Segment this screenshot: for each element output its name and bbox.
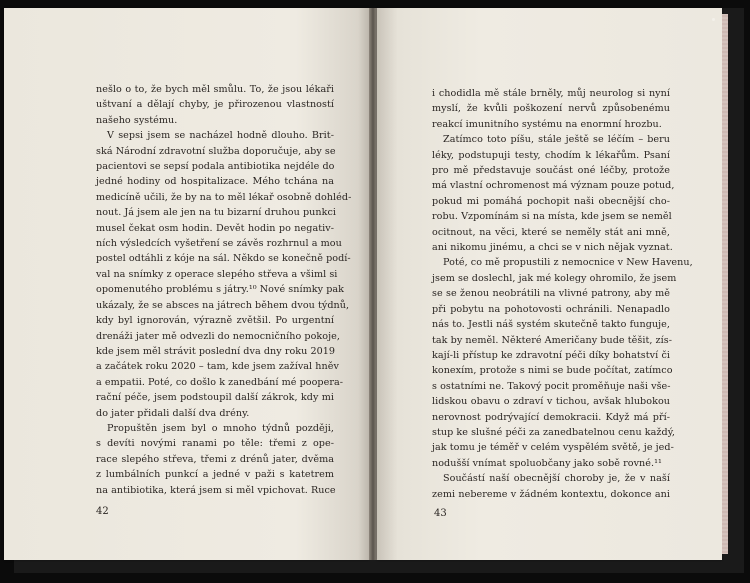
text-line: Propuštěn jsem byl o mnoho týdnů později, [107, 422, 334, 434]
text-line: stup ke slušné péči za zanedbatelnou cenu každý, [432, 426, 676, 438]
text-line: i chodidla mě stále brněly, můj neurolog si nyní [432, 88, 670, 99]
text-line: a empatii. Poté, co došlo k zanedbání mé poopera- [96, 376, 344, 388]
page-edge [722, 14, 728, 554]
text-line: lidskou obavu o zdraví v tichou, avšak hlubokou [432, 396, 670, 408]
text-line: nodušší vnímat spoluobčany jako sobě rovné.¹¹ [432, 457, 662, 469]
text-line: a začátek roku 2020 – tam, kde jsem zažíval hněv [96, 361, 339, 373]
text-line: Zatímco toto píšu, stále ještě se léčím – beru [443, 134, 670, 146]
text-line: kde jsem měl strávit poslední dva dny roku 2019 [96, 345, 336, 357]
text-line: jedné hodiny od hospitalizace. Mého tchána na [96, 176, 334, 188]
text-line: val na snímky z operace slepého střeva a všiml si [96, 268, 338, 280]
text-line: zemi nebereme v žádném kontextu, dokonce ani [432, 488, 670, 500]
text-line: kají-li přístup ke zdravotní péči díky bohatství či [432, 349, 670, 361]
text-line: opomenutého problému s játry.¹⁰ Nové snímky pak [96, 284, 345, 296]
text-line: kdy byl ignorován, výrazně zvětšil. Po urgentní [96, 315, 334, 327]
text-line: při pobytu na pohotovosti ochránili. Nenapadlo [432, 303, 670, 315]
text-line: konexím, protože s nimi se bude počítat, zatímco [432, 365, 673, 377]
text-line: tak by neměl. Některé Američany bude těšit, zís- [432, 334, 673, 346]
text-line: se se ženou neobrátili na vlivné patrony, aby mě [432, 288, 670, 300]
text-line: musel čekat osm hodin. Devět hodin po negativ- [96, 222, 334, 234]
text-line: s devíti novými ranami po těle: třemi z ope- [96, 438, 334, 450]
text-line: nerovnost podrývající demokracii. Když má pří- [432, 411, 670, 423]
text-line: pokud mi pomáhá pochopit naši obecnější cho- [432, 195, 670, 207]
text-line: race slepého střeva, třemi z drénů jater, dvěma [96, 453, 334, 465]
text-line: robu. Vzpomínám si na místa, kde jsem se neměl [432, 211, 672, 223]
left-page-number: 42 [96, 506, 109, 517]
text-line: uštvaní a dělají chyby, je přirozenou vlastností [96, 99, 334, 111]
text-line: ocitnout, na věci, které se neměly stát ani mně, [432, 226, 670, 238]
text-line: do jater přidali další dva drény. [96, 407, 250, 419]
text-line: má vlastní ochromenost má význam pouze potud, [432, 180, 675, 192]
text-line: z lumbálních punkcí a jedné v paži s katetrem [96, 469, 334, 481]
text-line: medicíně učili, že by na to měl lékař osobně dohléd- [96, 191, 352, 203]
text-line: myslí, že kvůli poškození nervů způsobenému [432, 103, 670, 115]
book-gutter [369, 8, 377, 560]
text-line: našeho systému. [96, 114, 178, 126]
left-page-text [96, 82, 352, 498]
text-line: ních výsledcích vyšetření se závěs rozhrnul a mou [96, 238, 342, 250]
text-line: Poté, co mě propustili z nemocnice v New Havenu, [443, 257, 693, 269]
text-line: rační péče, jsem podstoupil další zákrok, kdy mi [96, 392, 334, 404]
corner-mark [712, 18, 715, 21]
text-line: pacientovi se sepsí podala antibiotika nejdéle do [96, 161, 335, 173]
right-page-text [432, 86, 693, 502]
text-line: jak tomu je téměř v celém vyspělém světě, je jed- [432, 442, 674, 454]
text-line: ukázaly, že se absces na játrech během dvou týdnů, [96, 299, 350, 311]
text-line: nešlo o to, že bych měl smůlu. To, že jsou lékaři [96, 84, 334, 95]
text-line: postel odtáhli z kóje na sál. Někdo se konečně podí- [96, 253, 351, 265]
text-line: jsem se doslechl, jak mé kolegy ohromilo, že jsem [432, 272, 677, 284]
text-line: pro mě představuje součást oné léčby, protože [432, 165, 670, 177]
text-line: nás to. Jestli náš systém skutečně takto funguje, [432, 319, 670, 331]
right-page [377, 8, 722, 560]
text-line: ani nikomu jinému, a chci se v nich nějak vyznat. [432, 242, 673, 254]
text-line: léky, podstupuji testy, chodím k lékařům. Psaní [432, 149, 670, 161]
text-line: reakcí imunitního systému na enormní hrozbu. [432, 118, 662, 130]
text-line: nout. Já jsem ale jen na tu bizarní druhou punkci [96, 207, 337, 219]
text-line: ská Národní zdravotní služba doporučuje, aby se [96, 145, 336, 157]
text-line: na antibiotika, která jsem si měl vpichovat. Ruce [96, 484, 336, 496]
text-line: Součástí naší obecnější choroby je, že v naší [443, 473, 670, 485]
left-page [4, 8, 369, 560]
text-line: s ostatními ne. Takový pocit proměňuje naši vše- [432, 380, 671, 392]
right-page-number: 43 [434, 508, 447, 519]
text-line: drenáži jater mě odvezli do nemocničního pokoje, [96, 330, 340, 342]
text-line: V sepsi jsem se nacházel hodně dlouho. Brit- [107, 130, 334, 142]
